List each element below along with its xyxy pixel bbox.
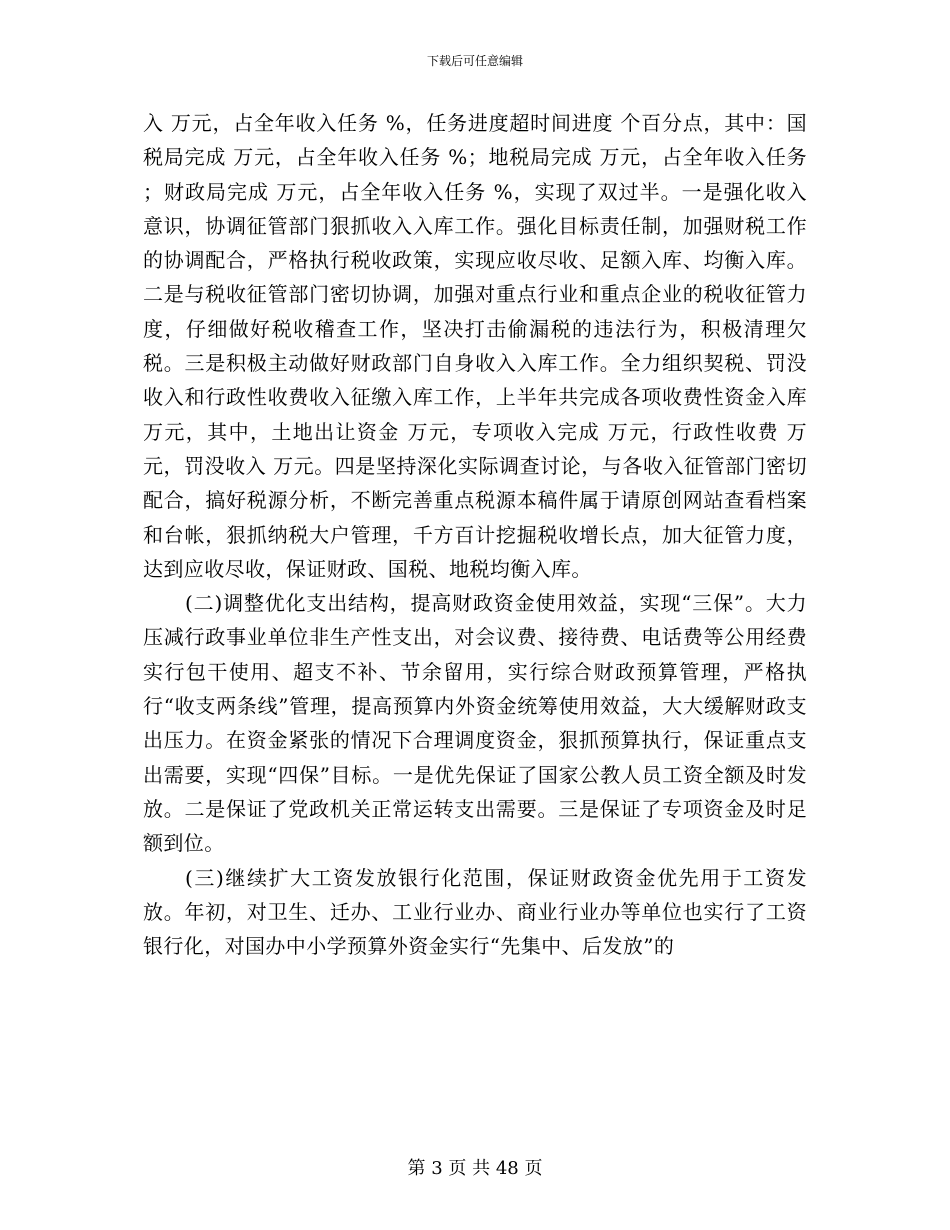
paragraph-expenditure: (二)调整优化支出结构，提高财政资金使用效益，实现“三保”。大力压减行政事业单位非生产性支出，对会议费、接待费、电话费等公用经费实行包干使用、超支不补、节余留用，实行综合财政预算管理，严格执行“收支两条线”管理，提高预算内外资金统筹使用效益，大大缓解财政支出压力。在资金紧张的情况下合理调度资金，狠抓预算执行，保证重点支出需要，实现“四保”目标。一是优先保证了国家公教人员工资全额及时发放。二是保证了党政机关正常运转支出需要。三是保证了专项资金及时足额到位。 (143, 591, 807, 856)
page-number: 第 3 页 共 48 页 (407, 1158, 543, 1179)
page-header-note: 下载后可任意编辑 (426, 54, 523, 68)
document-body (143, 106, 807, 963)
paragraph-revenue: 入 万元，占全年收入任务 %，任务进度超时间进度 个百分点，其中：国税局完成 万元，占全年收入任务 %；地税局完成 万元，占全年收入任务 ；财政局完成 万元，占全年收入任务 %，实现了双过半。一是强化收入意识，协调征管部门狠抓收入入库工作。强化目标责任制，加强财税工作的协调配合，严格执行税收政策，实现应收尽收、足额入库、均衡入库。二是与税收征管部门密切协调，加强对重点行业和重点企业的税收征管力度，仔细做好税收稽查工作，坚决打击偷漏税的违法行为，积极清理欠税。三是积极主动做好财政部门自身收入入库工作。全力组织契税、罚没收入和行政性收费收入征缴入库工作，上半年共完成各项收费性资金入库 万元，其中，土地出让资金 万元，专项收入完成 万元，行政性收费 万元，罚没收入 万元。四是坚持深化实际调查讨论，与各收入征管部门密切配合，搞好税源分析，不断完善重点税源本稿件属于请原创网站查看档案和台帐，狠抓纳税大户管理，千方百计挖掘税收增长点，加大征管力度，达到应收尽收，保证财政、国税、地税均衡入库。 (143, 111, 807, 581)
paragraph-salary: (三)继续扩大工资发放银行化范围，保证财政资金优先用于工资发放。年初，对卫生、迁办、工业行业办、商业行业办等单位也实行了工资银行化，对国办中小学预算外资金实行“先集中、后发放”的 (143, 865, 807, 959)
